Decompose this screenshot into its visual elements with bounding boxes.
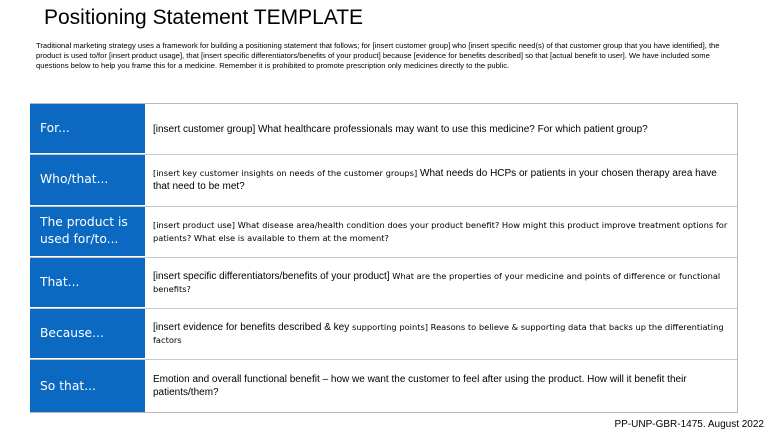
positioning-table bbox=[30, 103, 738, 413]
row-content-for bbox=[145, 104, 737, 154]
intro-paragraph: Traditional marketing strategy uses a framework for building a positioning statement that follows; for [insert customer group] who [insert specific need(s) of that customer group that you have identified], the product is used to/for [insert product usage], that [insert specific differentiators/benefits of your product] because [evidence for benefits described] so that [actual benefit to user]. We have included some questions below to help you frame this for a medicine. Remember it is prohibited to promote prescription only medicines directly to the public. bbox=[36, 41, 720, 70]
row-text: What are the properties of your medicine and bbox=[389, 271, 585, 282]
row-label-for: For... bbox=[30, 104, 145, 154]
row-content-that bbox=[145, 258, 737, 308]
table-row-that bbox=[30, 258, 737, 309]
row-text: What needs do HCPs or patients in your chosen therapy area have that need to be met? bbox=[153, 168, 717, 193]
row-label-that: That... bbox=[30, 258, 145, 308]
row-content-because bbox=[145, 309, 737, 359]
row-text: [insert specific differentiators/benefits of your product] bbox=[153, 271, 390, 283]
row-text: [insert product use] What disease area/health condition does your product benefit? How might this product improve treatment options for patients? What else is available to them at the moment? bbox=[153, 219, 728, 243]
row-text: [insert customer group] What healthcare professionals may want to use this medicine? For which patient group? bbox=[153, 123, 648, 135]
row-text: supporting points] Reasons to believe & supporting data that backs up the differentiating factors bbox=[153, 322, 724, 346]
table-row-so-that bbox=[30, 360, 737, 411]
row-text: [insert evidence for benefits described & key bbox=[153, 322, 352, 334]
table-row-for bbox=[30, 104, 737, 155]
row-label-product-used-for: The product is used for/to... bbox=[30, 207, 145, 257]
page-title: Positioning Statement TEMPLATE bbox=[44, 6, 364, 29]
row-text: [insert key customer insights on needs of the customer groups] bbox=[153, 168, 418, 179]
row-text: points of difference or functional benefits? bbox=[153, 271, 721, 295]
row-label-who-that: Who/that... bbox=[30, 155, 145, 205]
table-row-because bbox=[30, 309, 737, 360]
document-reference: PP-UNP-GBR-1475. August 2022 bbox=[614, 419, 764, 430]
row-label-because: Because... bbox=[30, 309, 145, 359]
row-content-product-used-for bbox=[145, 207, 737, 257]
row-content-so-that bbox=[145, 360, 737, 411]
row-text: Emotion and overall functional benefit – how we want the customer to feel after using the product. How will it benefit their patients/them? bbox=[153, 374, 687, 399]
row-content-who-that bbox=[145, 155, 737, 205]
row-label-so-that: So that... bbox=[30, 360, 145, 411]
table-row-product-used-for bbox=[30, 207, 737, 258]
table-row-who-that bbox=[30, 155, 737, 206]
